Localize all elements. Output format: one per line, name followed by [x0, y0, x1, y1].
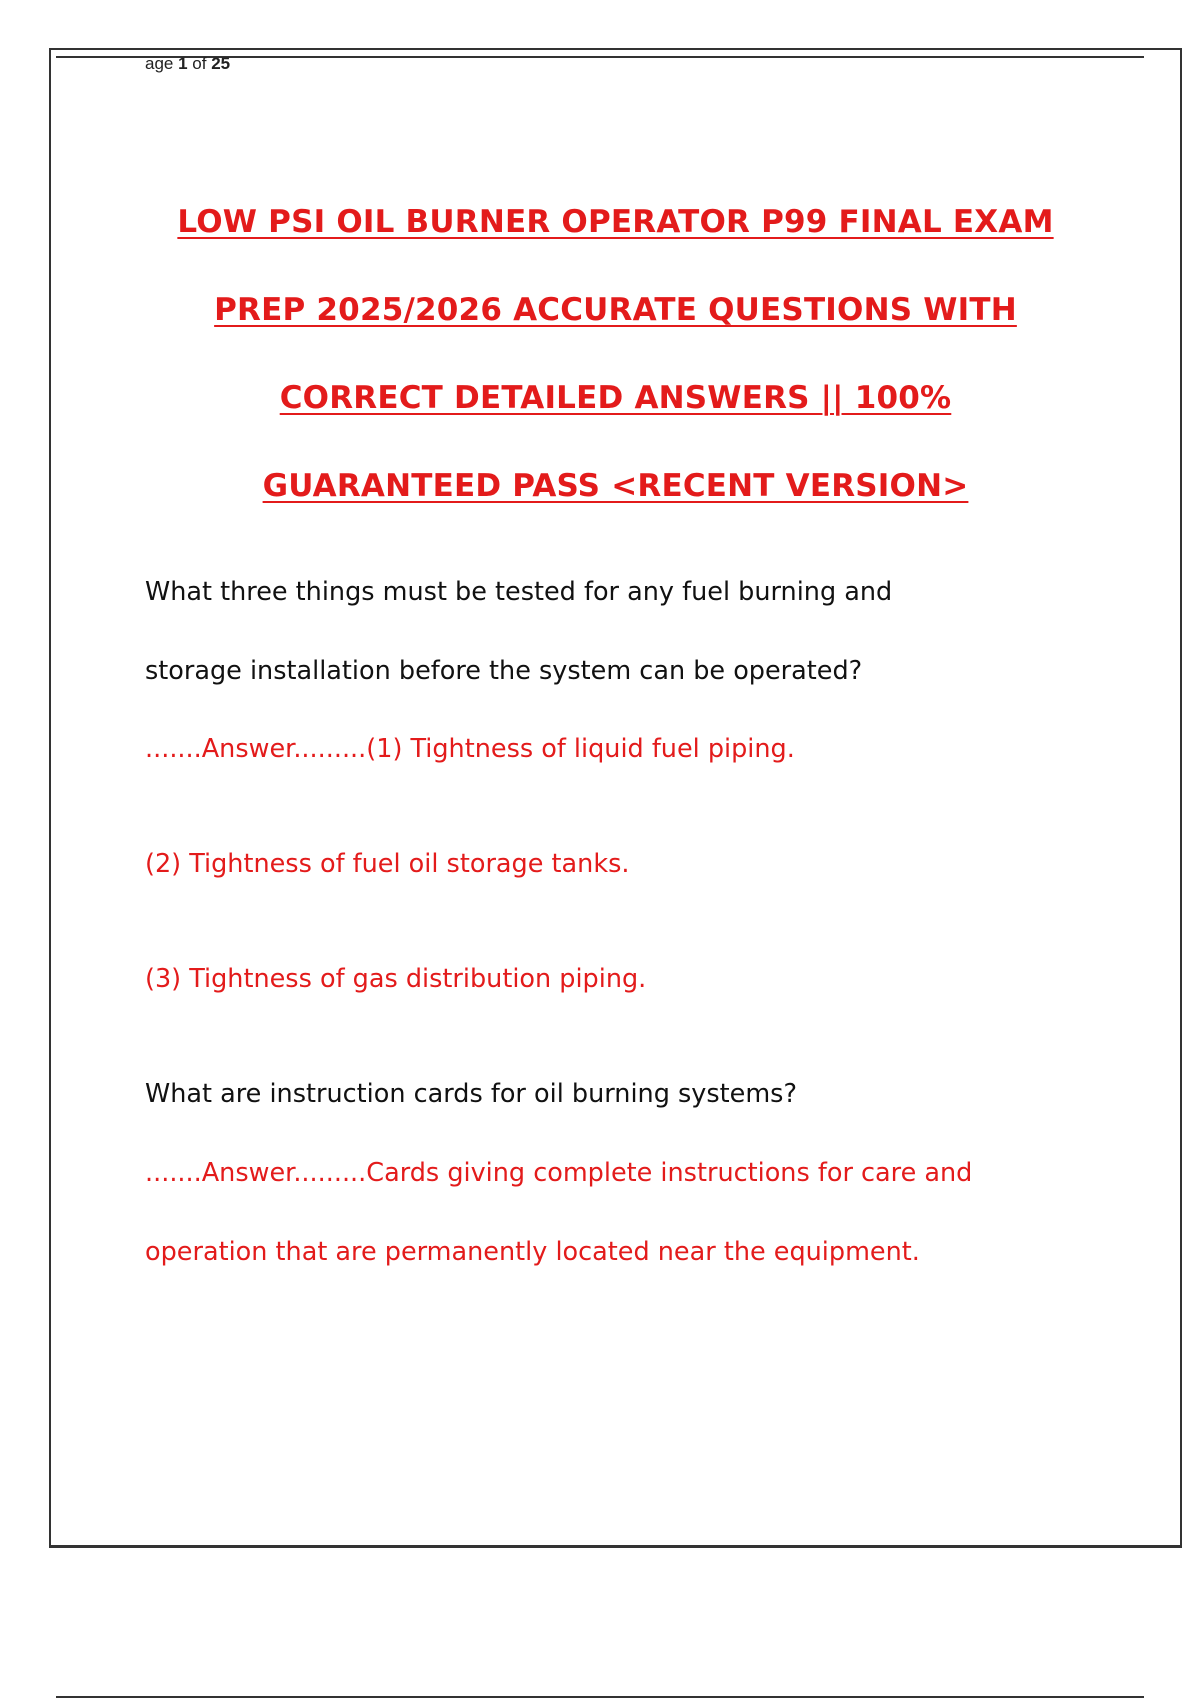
title-line-4: GUARANTEED PASS <RECENT VERSION>	[262, 468, 969, 504]
question-1-line-2: storage installation before the system can be operated?	[145, 656, 863, 686]
question-1-line-1: What three things must be tested for any fuel burning and	[145, 577, 893, 607]
title-line-3: CORRECT DETAILED ANSWERS || 100%	[279, 380, 952, 416]
answer-2-line-2: operation that are permanently located near the equipment.	[145, 1237, 920, 1267]
page-current: 1	[178, 54, 188, 73]
page-number	[145, 54, 230, 74]
title-line-1: LOW PSI OIL BURNER OPERATOR P99 FINAL EXAM	[177, 204, 1054, 240]
document-title	[49, 178, 1182, 530]
question-2-line-1: What are instruction cards for oil burning systems?	[145, 1079, 797, 1109]
page-of: of	[187, 54, 212, 73]
title-line-2: PREP 2025/2026 ACCURATE QUESTIONS WITH	[214, 292, 1017, 328]
answer-2-line-1: .......Answer.........Cards giving complete instructions for care and	[145, 1158, 973, 1188]
page-prefix: age	[145, 54, 179, 73]
answer-1-line-2: (2) Tightness of fuel oil storage tanks.	[145, 849, 630, 879]
answer-1-line-3: (3) Tightness of gas distribution piping.	[145, 964, 647, 994]
answer-1-line-1: .......Answer.........(1) Tightness of liquid fuel piping.	[145, 734, 795, 764]
footer-rule	[56, 1696, 1144, 1698]
page-total: 25	[211, 54, 231, 73]
